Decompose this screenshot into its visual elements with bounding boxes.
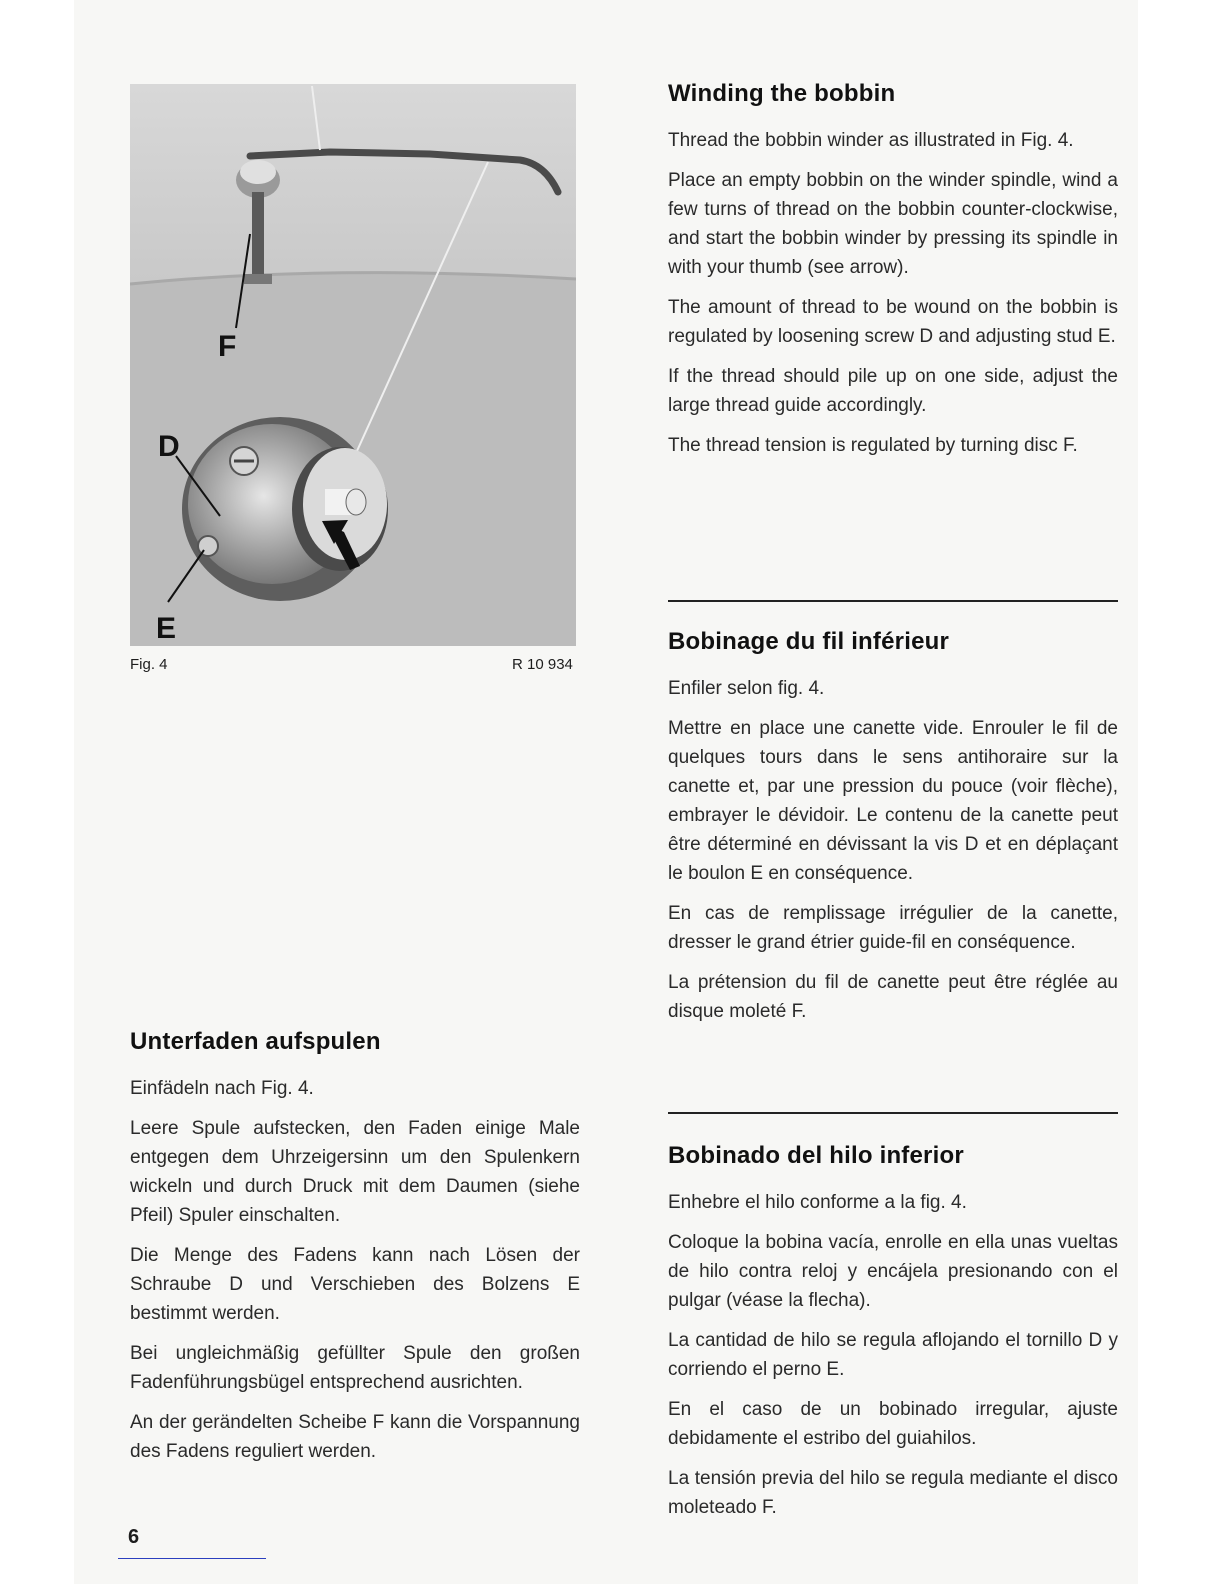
spanish-paragraph: En el caso de un bobinado irregular, ajuste debidamente el estribo del guiahilos.: [668, 1399, 1118, 1449]
figure-caption: Fig. 4: [130, 656, 168, 673]
english-paragraph: Place an empty bobbin on the winder spindle, wind a few turns of thread on the bobbin counter-clockwise, and start the bobbin winder by pressing its spindle in with your thumb (see arrow).: [668, 170, 1118, 278]
section-divider: [668, 600, 1118, 602]
bobbin-winder-photo: [130, 84, 576, 646]
french-paragraph: Enfiler selon fig. 4.: [668, 678, 825, 699]
german-paragraph: An der gerändelten Scheibe F kann die Vorspannung des Fadens reguliert werden.: [130, 1412, 580, 1462]
callout-e: E: [156, 612, 177, 645]
french-paragraph: Mettre en place une canette vide. Enrouler le fil de quelques tours dans le sens antihoraire sur la canette et, par une pression du pouce (voir flèche), embrayer le dévidoir. Le contenu de la canette peut être déterminé en dévissant la vis D et en déplaçant le boulon E en conséquence.: [668, 718, 1118, 884]
spanish-paragraph: Enhebre el hilo conforme a la fig. 4.: [668, 1192, 967, 1213]
german-paragraph: Bei ungleichmäßig gefüllter Spule den großen Fadenführungsbügel entsprechend ausrichten.: [130, 1343, 580, 1393]
english-paragraph: The thread tension is regulated by turning disc F.: [668, 435, 1078, 456]
german-paragraph: Leere Spule aufstecken, den Faden einige Male entgegen dem Uhrzeigersinn um den Spulenkern wickeln und durch Druck mit dem Daumen (siehe Pfeil) Spuler einschalten.: [130, 1118, 580, 1226]
english-paragraph: The amount of thread to be wound on the bobbin is regulated by loosening screw D and adjusting stud E.: [668, 297, 1118, 347]
french-paragraph: En cas de remplissage irrégulier de la canette, dresser le grand étrier guide-fil en conséquence.: [668, 903, 1118, 953]
callout-f: F: [218, 330, 237, 363]
english-paragraph: If the thread should pile up on one side, adjust the large thread guide accordingly.: [668, 366, 1118, 416]
section-divider: [668, 1112, 1118, 1114]
spanish-paragraph: La cantidad de hilo se regula aflojando el tornillo D y corriendo el perno E.: [668, 1330, 1118, 1380]
figure-reference: R 10 934: [512, 656, 573, 673]
spanish-paragraph: La tensión previa del hilo se regula mediante el disco moleteado F.: [668, 1468, 1118, 1518]
page-number: 6: [128, 1526, 140, 1548]
spanish-heading: Bobinado del hilo inferior: [668, 1142, 964, 1169]
section-english: [668, 80, 1118, 471]
german-paragraph: Die Menge des Fadens kann nach Lösen der Schraube D und Verschieben des Bolzens E bestimmt werden.: [130, 1245, 580, 1324]
section-french: [668, 628, 1118, 1037]
page-number-underline: [118, 1558, 266, 1559]
callout-d: D: [158, 430, 180, 463]
german-paragraph: Einfädeln nach Fig. 4.: [130, 1078, 314, 1099]
english-heading: Winding the bobbin: [668, 80, 896, 107]
german-heading: Unterfaden aufspulen: [130, 1028, 381, 1055]
french-paragraph: La prétension du fil de canette peut être réglée au disque moleté F.: [668, 972, 1118, 1022]
section-german: [130, 1028, 580, 1477]
section-spanish: [668, 1142, 1118, 1533]
english-paragraph: Thread the bobbin winder as illustrated in Fig. 4.: [668, 130, 1074, 151]
spanish-paragraph: Coloque la bobina vacía, enrolle en ella unas vueltas de hilo contra reloj y encájela presionando con el pulgar (véase la flecha).: [668, 1232, 1118, 1311]
french-heading: Bobinage du fil inférieur: [668, 628, 950, 655]
